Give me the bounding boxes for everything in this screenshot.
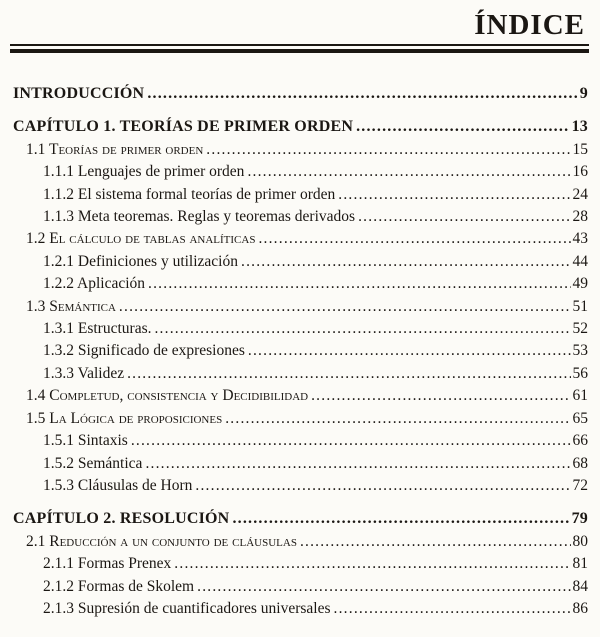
- toc-entry-label: 2.1.3 Supresión de cuantificadores universales: [43, 599, 331, 617]
- toc-entry-page: 15: [572, 140, 588, 158]
- toc-entry-label: 2.1 Reducción a un conjunto de cláusulas: [26, 532, 297, 550]
- dot-leader: [131, 430, 571, 452]
- toc-entry-page: 24: [572, 185, 588, 203]
- toc-entry: [13, 576, 588, 598]
- toc-entry-label: 1.1.3 Meta teoremas. Reglas y teoremas derivados: [43, 208, 356, 226]
- toc-entry-label: 1.1.1 Lenguajes de primer orden: [43, 163, 245, 181]
- toc-entry-page: 56: [572, 364, 588, 382]
- toc-entry-page: 65: [572, 409, 588, 427]
- toc-entry-label: CAPÍTULO 2. RESOLUCIÓN: [13, 510, 230, 528]
- dot-leader: [206, 139, 570, 161]
- toc-entry: [13, 251, 588, 273]
- toc-entry-page: 13: [571, 118, 588, 136]
- toc-entry-page: 84: [572, 577, 588, 595]
- toc-entry: [13, 453, 588, 475]
- dot-leader: [258, 228, 570, 250]
- dot-leader: [119, 296, 571, 318]
- toc-entry-page: 72: [572, 476, 588, 494]
- dot-leader: [154, 318, 570, 340]
- toc-entry-page: 51: [572, 297, 588, 315]
- toc-entry: [13, 139, 588, 161]
- toc-entry: [13, 430, 588, 452]
- toc-entry: [13, 184, 588, 206]
- toc-entry-label: 1.5.1 Sintaxis: [43, 432, 128, 450]
- toc-entry: [13, 296, 588, 318]
- toc-entry-label: INTRODUCCIÓN: [13, 85, 145, 102]
- toc-entry-page: 9: [579, 85, 588, 102]
- toc-entry-page: 52: [572, 320, 588, 338]
- dot-leader: [247, 161, 570, 183]
- toc-entry: [13, 475, 588, 497]
- dot-leader: [197, 576, 570, 598]
- toc-entry-label: 1.4 Completud, consistencia y Decidibilidad: [26, 387, 309, 405]
- dot-leader: [225, 408, 570, 430]
- toc-entry-page: 53: [572, 342, 588, 360]
- toc-entry-page: 86: [572, 599, 588, 617]
- toc-entry: [13, 553, 588, 575]
- toc-entry-label: 1.1.2 El sistema formal teorías de primer orden: [43, 185, 336, 203]
- dot-leader: [300, 531, 571, 553]
- toc-entry-label: 2.1.2 Formas de Skolem: [43, 577, 195, 595]
- dot-leader: [174, 553, 570, 575]
- title-rule-thick-line: [10, 49, 589, 53]
- toc-entry-label: CAPÍTULO 1. TEORÍAS DE PRIMER ORDEN: [13, 118, 354, 136]
- dot-leader: [241, 251, 571, 273]
- toc-entry: [13, 340, 588, 362]
- toc-entry-label: 1.2 El cálculo de tablas analíticas: [26, 230, 256, 248]
- dot-leader: [195, 475, 570, 497]
- dot-leader: [232, 508, 569, 530]
- toc-entry: [13, 363, 588, 385]
- dot-leader: [356, 116, 570, 138]
- dot-leader: [338, 184, 570, 206]
- toc-entry: [13, 408, 588, 430]
- toc-entry-page: 81: [572, 555, 588, 573]
- toc-entry-page: 80: [572, 532, 588, 550]
- toc-entry-page: 49: [572, 275, 588, 293]
- toc-entry: [13, 116, 588, 138]
- toc-entry: [13, 385, 588, 407]
- dot-leader: [358, 206, 570, 228]
- toc-entry-label: 2.1.1 Formas Prenex: [43, 555, 172, 573]
- toc-entry-page: 66: [572, 432, 588, 450]
- dot-leader: [127, 363, 570, 385]
- toc-entry: [13, 598, 588, 620]
- toc-entry-label: 1.5.2 Semántica: [43, 454, 143, 472]
- toc-entry-page: 61: [572, 387, 588, 405]
- toc-entry-label: 1.3.1 Estructuras.: [43, 320, 152, 338]
- dot-leader: [334, 598, 571, 620]
- toc-entry-label: 1.1 Teorías de primer orden: [26, 140, 204, 158]
- toc-entry-page: 79: [571, 510, 588, 528]
- page-title: ÍNDICE: [474, 9, 585, 41]
- toc-entry: [13, 273, 588, 295]
- dot-leader: [148, 273, 570, 295]
- title-rule: [10, 44, 589, 53]
- toc-entry-label: 1.3.3 Validez: [43, 364, 125, 382]
- toc-entry-label: 1.3.2 Significado de expresiones: [43, 342, 245, 360]
- toc-entry: [13, 531, 588, 553]
- toc-entry-label: 1.2.2 Aplicación: [43, 275, 146, 293]
- toc-entry-page: 68: [572, 454, 588, 472]
- toc-entry: [13, 83, 588, 105]
- masthead: [0, 0, 600, 53]
- dot-leader: [147, 83, 577, 105]
- dot-leader: [248, 340, 571, 362]
- dot-leader: [145, 453, 570, 475]
- toc-entry-label: 1.5.3 Cláusulas de Horn: [43, 476, 193, 494]
- dot-leader: [311, 385, 570, 407]
- toc-entry-page: 16: [572, 163, 588, 181]
- toc-entry: [13, 318, 588, 340]
- toc-entry-label: 1.5 La Lógica de proposiciones: [26, 409, 223, 427]
- toc-entry-label: 1.2.1 Definiciones y utilización: [43, 252, 238, 270]
- toc-entry-page: 43: [572, 230, 588, 248]
- toc-entry: [13, 508, 588, 530]
- toc-entry: [13, 206, 588, 228]
- toc-entry: [13, 228, 588, 250]
- toc-entry: [13, 161, 588, 183]
- toc-entry-label: 1.3 Semántica: [26, 297, 116, 315]
- toc-entry-page: 28: [572, 208, 588, 226]
- toc-entry-page: 44: [572, 252, 588, 270]
- toc-list: [0, 83, 600, 620]
